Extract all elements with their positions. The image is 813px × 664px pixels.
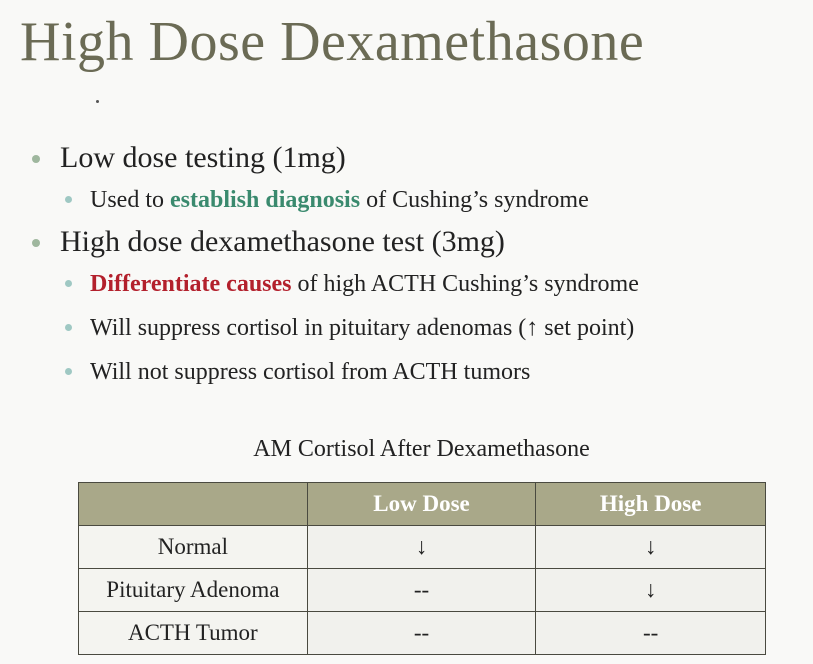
header-high-dose: High Dose bbox=[536, 483, 766, 526]
highlight-establish-diagnosis: establish diagnosis bbox=[170, 187, 361, 213]
sub-bullet-marker-icon bbox=[65, 324, 72, 331]
sub-bullet-marker-icon bbox=[65, 368, 72, 375]
cell-low-dose: ↓ bbox=[307, 526, 536, 569]
bullet-high-dose bbox=[30, 222, 803, 262]
cell-high-dose: -- bbox=[536, 612, 766, 655]
table-row bbox=[79, 569, 766, 612]
cortisol-table bbox=[78, 482, 766, 655]
bullet-marker-icon bbox=[32, 239, 40, 247]
table-caption: AM Cortisol After Dexamethasone bbox=[253, 436, 590, 462]
sub-bullet-marker-icon bbox=[65, 280, 72, 287]
table-row bbox=[79, 526, 766, 569]
sub-bullet-differentiate bbox=[30, 262, 803, 306]
table-header-row bbox=[79, 483, 766, 526]
sub-bullet-text: Will not suppress cortisol from ACTH tumors bbox=[90, 359, 531, 385]
sub-bullet-text-after: of Cushing’s syndrome bbox=[360, 187, 589, 213]
highlight-differentiate-causes: Differentiate causes bbox=[90, 271, 292, 297]
bullet-list bbox=[30, 138, 803, 394]
bullet-low-dose bbox=[30, 138, 803, 178]
sub-bullet-suppress-pituitary bbox=[30, 306, 803, 350]
table-row bbox=[79, 612, 766, 655]
row-label: ACTH Tumor bbox=[79, 612, 308, 655]
cell-high-dose: ↓ bbox=[536, 569, 766, 612]
slide-title: High Dose Dexamethasone bbox=[20, 11, 645, 73]
cell-low-dose: -- bbox=[307, 569, 536, 612]
bullet-high-dose-text: High dose dexamethasone test (3mg) bbox=[60, 225, 505, 258]
sub-bullet-marker-icon bbox=[65, 196, 72, 203]
row-label: Pituitary Adenoma bbox=[79, 569, 308, 612]
header-low-dose: Low Dose bbox=[307, 483, 536, 526]
sub-bullet-establish-diagnosis bbox=[30, 178, 803, 222]
bullet-low-dose-text: Low dose testing (1mg) bbox=[60, 141, 346, 174]
sub-bullet-text-after: of high ACTH Cushing’s syndrome bbox=[291, 271, 639, 297]
bullet-marker-icon bbox=[32, 155, 40, 163]
row-label: Normal bbox=[79, 526, 308, 569]
sub-bullet-not-suppress-acth bbox=[30, 350, 803, 394]
cell-high-dose: ↓ bbox=[536, 526, 766, 569]
decorative-dot bbox=[96, 100, 99, 103]
sub-bullet-text-before: Used to bbox=[90, 187, 170, 213]
sub-bullet-text: Will suppress cortisol in pituitary adenomas (↑ set point) bbox=[90, 315, 635, 341]
cell-low-dose: -- bbox=[307, 612, 536, 655]
header-empty bbox=[79, 483, 308, 526]
